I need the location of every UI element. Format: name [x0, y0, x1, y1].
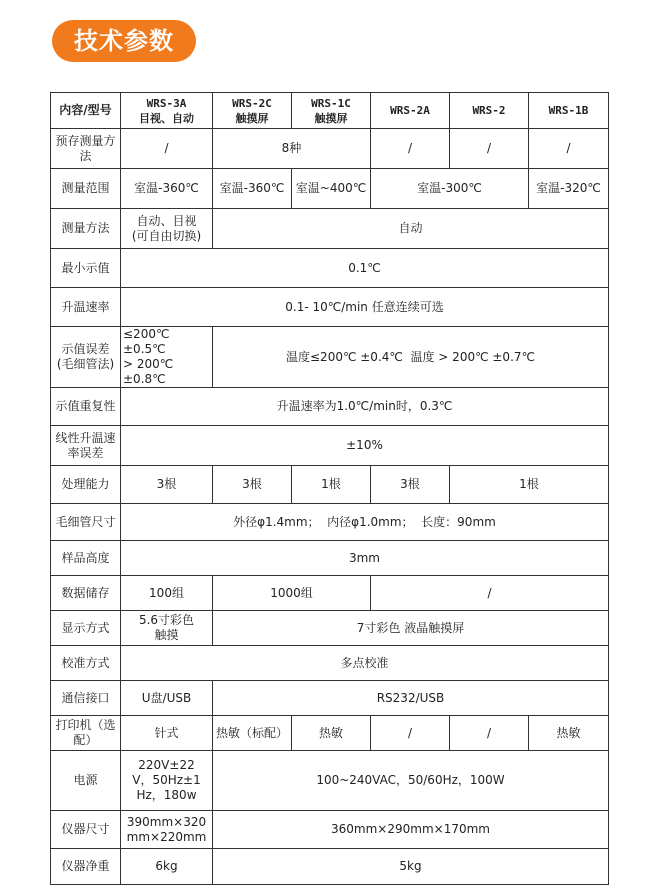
cell: 8种 [213, 129, 371, 169]
cell: 室温~400℃ [292, 169, 371, 209]
cell: 5.6寸彩色 触摸 [121, 611, 213, 646]
row-label: 升温速率 [51, 288, 121, 327]
model-header: WRS-2A [371, 93, 450, 129]
table-row [51, 849, 609, 885]
cell: 220V±22 V，50Hz±1 Hz，180w [121, 751, 213, 811]
cell: / [450, 129, 529, 169]
cell: 0.1- 10℃/min 任意连续可选 [121, 288, 609, 327]
cell: 1000组 [213, 576, 371, 611]
table-row [51, 716, 609, 751]
model-header: WRS-2C 触摸屏 [213, 93, 292, 129]
cell: 外径φ1.4mm； 内径φ1.0mm； 长度：90mm [121, 504, 609, 541]
cell: 自动 [213, 209, 609, 249]
cell: / [121, 129, 213, 169]
row-label: 示值误差 (毛细管法) [51, 327, 121, 388]
cell: / [371, 716, 450, 751]
section-title-badge: 技术参数 [52, 20, 196, 62]
table-row [51, 541, 609, 576]
table-row [51, 169, 609, 209]
row-label: 示值重复性 [51, 388, 121, 426]
cell: / [371, 129, 450, 169]
row-label: 校准方式 [51, 646, 121, 681]
table-row [51, 209, 609, 249]
cell: RS232/USB [213, 681, 609, 716]
row-label: 测量方法 [51, 209, 121, 249]
table-row [51, 646, 609, 681]
cell: 室温-360℃ [121, 169, 213, 209]
cell: 温度≤200℃ ±0.4℃ 温度 > 200℃ ±0.7℃ [213, 327, 609, 388]
row-label: 显示方式 [51, 611, 121, 646]
row-label: 处理能力 [51, 466, 121, 504]
row-label: 打印机（选配） [51, 716, 121, 751]
cell: 自动、目视 (可自由切换) [121, 209, 213, 249]
cell: 室温-360℃ [213, 169, 292, 209]
cell: 100~240VAC，50/60Hz，100W [213, 751, 609, 811]
table-row [51, 388, 609, 426]
corner-cell: 内容/型号 [51, 93, 121, 129]
table-row [51, 504, 609, 541]
table-row [51, 466, 609, 504]
cell: / [371, 576, 609, 611]
cell: 升温速率为1.0℃/min时，0.3℃ [121, 388, 609, 426]
table-header-row [51, 93, 609, 129]
model-header: WRS-1C 触摸屏 [292, 93, 371, 129]
table-row [51, 288, 609, 327]
row-label: 毛细管尺寸 [51, 504, 121, 541]
cell: 1根 [450, 466, 609, 504]
cell: 多点校准 [121, 646, 609, 681]
cell: 热敏 [529, 716, 609, 751]
cell: 6kg [121, 849, 213, 885]
cell: 390mm×320 mm×220mm [121, 811, 213, 849]
table-row [51, 129, 609, 169]
cell: 7寸彩色 液晶触摸屏 [213, 611, 609, 646]
cell: U盘/USB [121, 681, 213, 716]
cell: 3mm [121, 541, 609, 576]
cell: 100组 [121, 576, 213, 611]
model-header: WRS-1B [529, 93, 609, 129]
table-row [51, 611, 609, 646]
cell: 针式 [121, 716, 213, 751]
row-label: 测量范围 [51, 169, 121, 209]
row-label: 预存测量方法 [51, 129, 121, 169]
cell: 1根 [292, 466, 371, 504]
table-row [51, 811, 609, 849]
row-label: 数据储存 [51, 576, 121, 611]
model-header: WRS-2 [450, 93, 529, 129]
cell: 5kg [213, 849, 609, 885]
cell: 360mm×290mm×170mm [213, 811, 609, 849]
cell: 室温-320℃ [529, 169, 609, 209]
cell: ±10% [121, 426, 609, 466]
table-row [51, 751, 609, 811]
row-label: 线性升温速率误差 [51, 426, 121, 466]
row-label: 样品高度 [51, 541, 121, 576]
table-row [51, 249, 609, 288]
row-label: 通信接口 [51, 681, 121, 716]
row-label: 仪器尺寸 [51, 811, 121, 849]
cell: 室温-300℃ [371, 169, 529, 209]
row-label: 最小示值 [51, 249, 121, 288]
table-row [51, 576, 609, 611]
cell: 3根 [371, 466, 450, 504]
cell: 3根 [121, 466, 213, 504]
cell: 热敏（标配） [213, 716, 292, 751]
table-row [51, 426, 609, 466]
cell: / [450, 716, 529, 751]
cell: / [529, 129, 609, 169]
cell: ≤200℃±0.5℃ > 200℃±0.8℃ [121, 327, 213, 388]
cell: 3根 [213, 466, 292, 504]
row-label: 仪器净重 [51, 849, 121, 885]
model-header: WRS-3A 目视、自动 [121, 93, 213, 129]
spec-table [50, 92, 609, 885]
table-row [51, 681, 609, 716]
cell: 0.1℃ [121, 249, 609, 288]
table-row [51, 327, 609, 388]
row-label: 电源 [51, 751, 121, 811]
cell: 热敏 [292, 716, 371, 751]
